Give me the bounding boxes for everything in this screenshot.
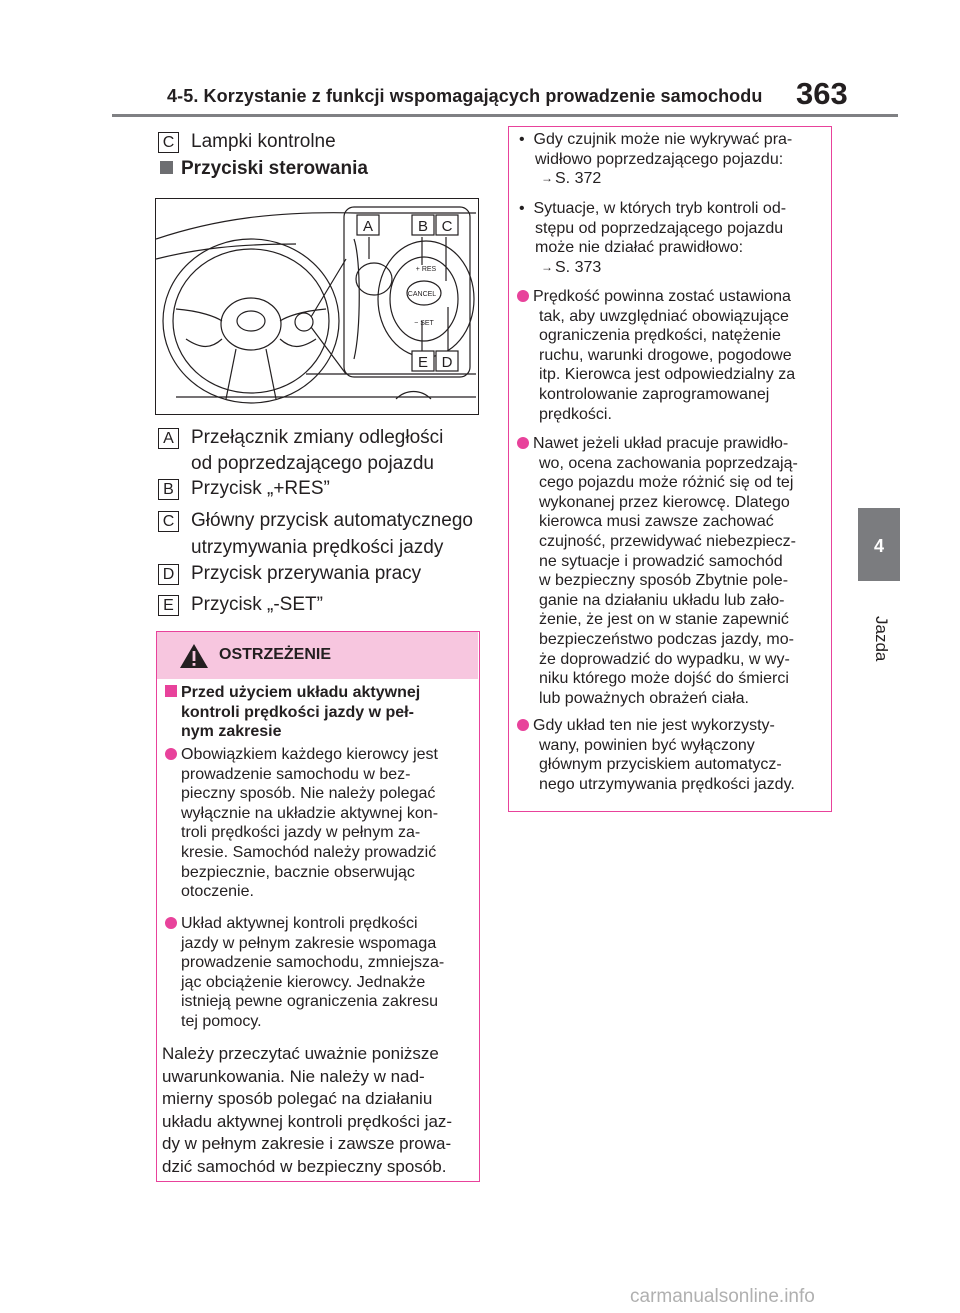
callout-c: C (441, 218, 453, 235)
header-divider (112, 114, 898, 117)
heading-square-icon (160, 161, 173, 174)
warning-closing-text: Należy przeczytać uważnie poniższe uwarunkowania. Nie należy w nad- mierny sposób polegać na działaniu układu aktywnej kontroli prędkości jaz- dy w pełnym zakresie i zawsze prowa- dzić samochód w bezpieczny sposób. (162, 1044, 453, 1176)
note-item-1: • Gdy czujnik może nie wykrywać pra- widłowo poprzedzającego pojazdu: → S. 372 (519, 131, 793, 188)
callout-b: B (417, 218, 429, 235)
warning-triangle-icon (179, 643, 209, 669)
legend-text: Przełącznik zmiany odległości (191, 427, 444, 448)
callout-e: E (417, 354, 429, 371)
note-item-4: Nawet jeżeli układ pracuje prawidło- wo, ocena zachowania poprzedzają- cego pojazdu może różnić się od tej wykonanej przez kierowcę. Dlatego kierowca musi zawsze zachować czujność, przewidywać niebezpiecz- ne sytuacje i prowadzić samochód w bezpieczny sposób Zbytnie pole- ganie na działaniu układu lub zało- żenie, że jest on w stanie zapewnić bezpieczeństwo podczas jazdy, mo- że doprowadzić do wypadku, w wy- niku którego może dojść do śmierci lub poważnych obrażeń ciała. (517, 434, 798, 708)
note-item-5: Gdy układ ten nie jest wykorzysty- wany, powinien być wyłączony głównym przyciskiem automatycz- nego utrzymywania prędkości jazdy. (517, 716, 795, 794)
callout-letter-box: D (158, 564, 179, 585)
pink-square-icon (165, 685, 177, 697)
reference-arrow-icon: → (541, 259, 553, 274)
chapter-tab-number: 4 (873, 536, 884, 556)
note-item-2: • Sytuacje, w których tryb kontroli od- stępu od poprzedzającego pojazdu może nie działać prawidłowo: → S. 373 (519, 200, 787, 276)
callout-letter-box: C (158, 132, 179, 153)
cancel-button-label: CANCEL (407, 291, 437, 298)
warning-header (157, 632, 478, 679)
res-button-label: + RES (415, 266, 437, 273)
warning-box (156, 631, 480, 1182)
set-button-label: − SET (414, 320, 434, 327)
watermark: carmanualsonline.info (630, 1286, 815, 1307)
legend-text: Przycisk „+RES” (191, 478, 330, 499)
page-reference[interactable]: S. 373 (555, 258, 602, 276)
callout-a: A (362, 218, 374, 235)
chapter-tab-label: Jazda (872, 616, 891, 662)
bullet-dot-icon (165, 917, 177, 929)
callout-letter-box: A (158, 428, 179, 449)
legend-text: Przycisk przerywania pracy (191, 563, 422, 584)
callout-d: D (441, 354, 453, 371)
bullet-dot-icon (165, 748, 177, 760)
indicator-text: Lampki kontrolne (191, 131, 336, 152)
callout-letter-box: E (158, 595, 179, 616)
notes-box (508, 126, 832, 812)
warning-bullet-1: Obowiązkiem każdego kierowcy jest prowadzenie samochodu w bez- pieczny sposób. Nie należy polegać wyłącznie na układzie aktywnej kon- troli prędkości jazdy w pełnym za- kresie. Samochód należy prowadzić bezpiecznie, bacznie obserwując otoczenie. (165, 745, 438, 902)
legend-text: Przycisk „-SET” (191, 594, 323, 615)
page-number: 363 (796, 76, 848, 111)
legend-text: od poprzedzającego pojazdu (191, 453, 434, 474)
callout-letter-box: C (158, 511, 179, 532)
bullet-dot-icon (517, 719, 529, 731)
steering-wheel-drawing (156, 199, 477, 413)
reference-arrow-icon: → (541, 171, 553, 186)
section-heading: Przyciski sterowania (160, 158, 368, 180)
page-reference[interactable]: S. 372 (555, 170, 602, 188)
legend-text: Główny przycisk automatycznego (191, 510, 473, 531)
bullet-dot-icon (517, 437, 529, 449)
warning-title: OSTRZEŻENIE (219, 646, 332, 663)
legend-text: utrzymywania prędkości jazdy (191, 537, 444, 558)
warning-subheading: Przed użyciem układu aktywnej kontroli prędkości jazdy w peł- nym zakresie (165, 683, 420, 742)
chapter-title: 4-5. Korzystanie z funkcji wspomagających prowadzenie samochodu (167, 86, 763, 106)
bullet-dot-icon (517, 290, 529, 302)
callout-letter-box: B (158, 479, 179, 500)
note-item-3: Prędkość powinna zostać ustawiona tak, aby uwzględniać obowiązujące ograniczenia prędkości, natężenie ruchu, warunki drogowe, pogodowe itp. Kierowca jest odpowiedzialny za kontrolowanie zaprogramowanej prędkości. (517, 287, 795, 424)
page-header (0, 0, 960, 120)
warning-bullet-2: Układ aktywnej kontroli prędkości jazdy w pełnym zakresie wspomaga prowadzenie samochodu, zmniejsza- jąc obciążenie kierowcy. Jednakże istnieją pewne ograniczenia zakresu tej pomocy. (165, 914, 444, 1032)
chapter-tab[interactable] (858, 508, 900, 581)
steering-wheel-illustration (155, 198, 479, 415)
